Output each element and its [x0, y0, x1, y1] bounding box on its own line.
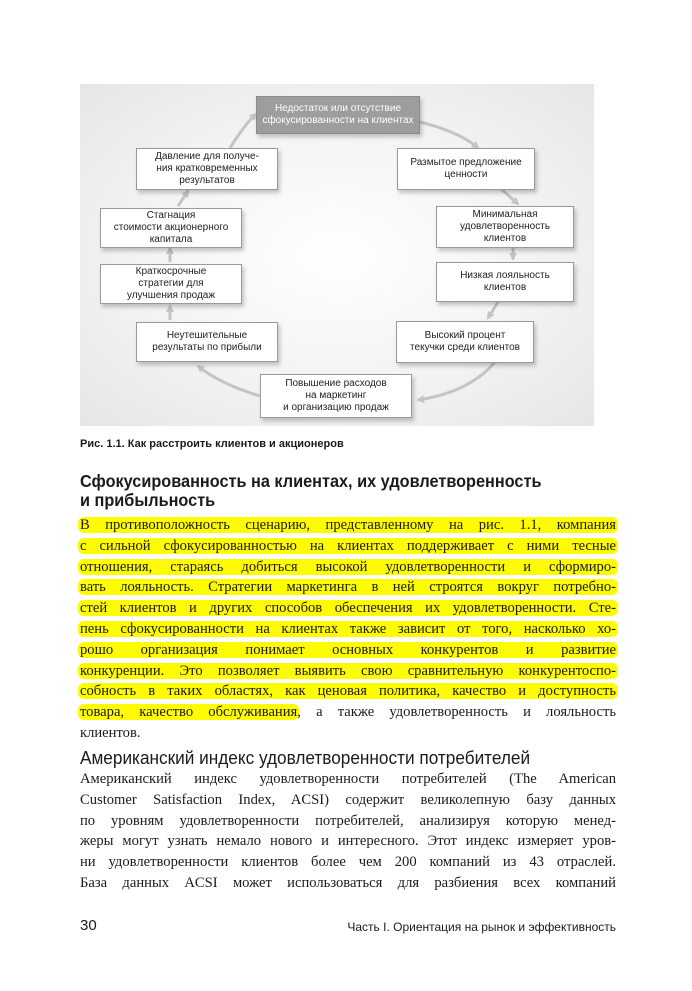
highlighted-text: вать лояльность. Стратегии маркетинга в ней строятся вокруг потребно- — [80, 579, 616, 596]
text-line: База данных ACSI может использоваться для разбиения всех компаний — [80, 874, 616, 891]
subsection-heading: Американский индекс удовлетворенности потребителей — [80, 747, 531, 768]
figure-caption: Рис. 1.1. Как расстроить клиентов и акционеров — [80, 438, 344, 450]
section-heading-line2: и прибыльность — [80, 490, 216, 510]
diagram-box-r3: Низкая лояльность клиентов — [436, 262, 574, 302]
page-number: 30 — [80, 917, 97, 934]
highlighted-text: стей клиентов и других способов обеспечения их удовлетворенности. Сте- — [80, 600, 616, 617]
highlighted-text: отношения, стараясь добиться высокой удовлетворенности и сформиро- — [80, 558, 616, 575]
text-line: клиентов. — [80, 724, 141, 741]
cycle-diagram — [80, 84, 594, 426]
text-line — [80, 557, 616, 578]
diagram-box-r1: Размытое предложение ценности — [397, 148, 535, 190]
diagram-box-r2: Минимальная удовлетворенность клиентов — [436, 206, 574, 248]
arrow-l3-to-l4 — [178, 191, 188, 206]
text-line: ни удовлетворенности клиентов более чем 200 компаний из 43 отраслей. — [80, 854, 616, 871]
highlighted-text: В противоположность сценарию, представленному на рис. 1.1, компания — [80, 517, 616, 533]
arrow-l4-to-top — [230, 114, 256, 148]
text-line: жеры могут узнать немало нового и интересного. Этот индекс измеряет уров- — [80, 833, 616, 850]
text-line — [80, 536, 616, 557]
arrow-top-to-r1 — [420, 122, 478, 148]
highlighted-text: пень сфокусированности на клиентах также зависит от того, насколько хо- — [80, 620, 616, 637]
highlighted-text: собность в таких областях, как ценовая политика, качество и доступность — [80, 683, 616, 700]
text-line: по уровням удовлетворенности потребителей, анализируя которую менед- — [80, 812, 616, 829]
section-heading-line1: Сфокусированность на клиентах, их удовлетворенность — [80, 471, 542, 491]
diagram-box-top: Недостаток или отсутствие сфокусированности на клиентах — [256, 96, 420, 134]
highlighted-text: товара, качество обслуживания — [80, 704, 298, 721]
arrow-r4-to-bottom — [418, 362, 495, 400]
text-line — [80, 661, 616, 682]
subsection-paragraph — [80, 769, 616, 894]
section-paragraph — [80, 515, 616, 744]
plain-text: , а также удовлетворенность и лояльность — [297, 704, 616, 721]
highlighted-text: рошо организация понимает основных конкурентов и развитие — [80, 641, 616, 658]
text-line: Американский индекс удовлетворенности потребителей (The American — [80, 771, 616, 787]
text-line — [80, 577, 616, 598]
section-heading — [80, 472, 582, 510]
diagram-box-l4: Давление для получе- ния кратковременных результатов — [136, 148, 278, 190]
text-line — [80, 598, 616, 619]
arrow-r1-to-r2 — [500, 188, 518, 204]
diagram-box-l3: Стагнация стоимости акционерного капитала — [100, 208, 242, 248]
arrow-bottom-to-l1 — [198, 366, 260, 396]
diagram-box-r4: Высокий процент текучки среди клиентов — [396, 321, 534, 363]
text-line — [80, 681, 616, 702]
text-line — [80, 619, 616, 640]
diagram-box-l2: Краткосрочные стратегии для улучшения продаж — [100, 264, 242, 304]
highlighted-text: конкуренции. Это позволяет выявить свою сравнительную конкурентоспо- — [80, 662, 616, 679]
diagram-box-bottom: Повышение расходов на маркетинг и организацию продаж — [260, 374, 412, 418]
text-line — [80, 640, 616, 661]
running-title: Часть I. Ориентация на рынок и эффективность — [347, 920, 616, 934]
highlighted-text: с сильной сфокусированностью на клиентах поддерживает с ними тесные — [80, 537, 616, 554]
text-line — [80, 702, 616, 723]
diagram-box-l1: Неутешительные результаты по прибыли — [136, 322, 278, 362]
text-line: Customer Satisfaction Index, ACSI) содержит великолепную базу данных — [80, 791, 616, 808]
text-line — [80, 515, 616, 536]
